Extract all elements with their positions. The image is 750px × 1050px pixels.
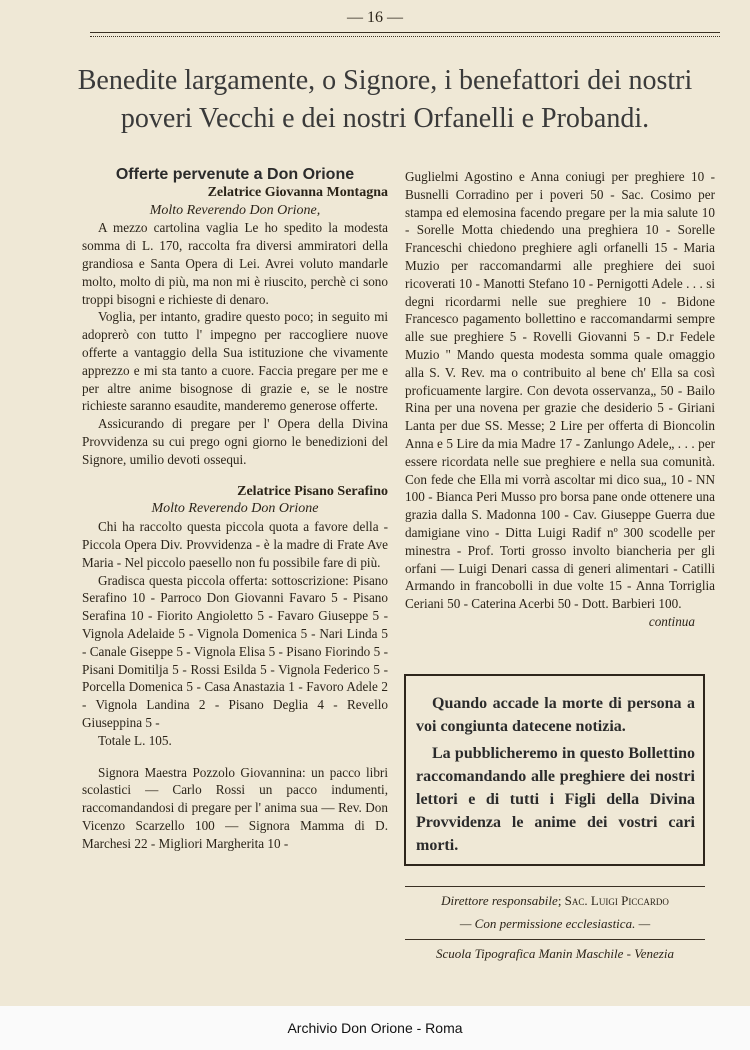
footer-rule-2	[405, 939, 705, 940]
heading-line-1: Benedite largamente, o Signore, i benefattori dei nostri	[77, 65, 693, 96]
letter1-sender: Zelatrice Giovanna Montagna	[207, 184, 388, 200]
section-title: Offerte pervenute a Don Orione	[115, 166, 355, 183]
right-column	[405, 168, 715, 631]
letter2-sender: Zelatrice Pisano Serafino	[237, 483, 388, 499]
letter2-paragraph-2: Gradisca questa piccola offerta: sottoscrizione: Pisano Serafino 10 - Parroco Don Giovanni Favaro 5 - Pisano Serafina 10 - Fiorito Angioletto 5 - Favaro Giuseppe 5 - Vignola Adelaide 5 - Vignola Domenica 5 - Nari Linda 5 - Canale Giseppe 5 - Vignola Elisa 5 - Pisano Fiorindo 5 - Pisani Domitilja 5 - Rossi Esilda 5 - Vignola Federico 5 - Porcella Domenica 5 - Casa Anastazia 1 - Favoro Adele 2 - Vignola Landina 2 - Pisano Deglia 4 - Revello Giuseppina 5 -	[82, 572, 388, 730]
director-label: Direttore responsabile	[441, 893, 558, 908]
left-column	[82, 166, 388, 852]
notice-line-1: Quando accade la morte di persona a voi congiunta datecene notizia.	[416, 695, 695, 735]
page-heading	[40, 62, 730, 138]
notice-line-2: La pubblicheremo in questo Bollettino raccomandando alle preghiere dei nostri lettori e di tutti i Figli della Divina Provvidenza le anime dei vostri cari morti.	[416, 745, 695, 854]
director-line	[405, 893, 705, 909]
letter2-salutation: Molto Reverendo Don Orione	[151, 501, 319, 517]
letter1-paragraph-3: Assicurando di pregare per l' Opera della Divina Provvidenza su cui prego ogni giorno le benedizioni del Signore, umilio devoti ossequi.	[82, 416, 388, 467]
letter2-total: Totale L. 105.	[98, 732, 172, 748]
donations-list-right: Guglielmi Agostino e Anna coniugi per preghiere 10 - Busnelli Corradino per i poveri 50 - Sac. Cosimo per stampa ed elemosina facendo pregare per la mia salute 10 - Sorelle Motta chiedendo una preghiera 10 - Sorelle Franceschi chiedono preghiere agli orfanelli 15 - Maria Muzio per raccomandarmi alle preghiere dei suoi ricoverati 10 - Manotti Stefano 10 - Pernigotti Adele . . . si degni ricordarmi nelle sue preghiere 10 - Bidone Francesco pagamento bollettino e raccomandarmi sempre alle sue preghiere 5 - Rovelli Giovanni 5 - D.r Fedele Muzio " Mando questa modesta somma quale omaggio alla S. V. Rev. ma o contribuito al bene ch' Ella sa così proficuamente largire. Con devota osservanza„ 50 - Bailo Rina per una novena per grazie che desiderio 5 - Giriani Lanta per due SS. Messe; 2 Lire per offerta di Bioncolin Anna e 5 Lire da mia Madre 17 - Zanlungo Adele„ . . . per essere ricordata nelle sue preghiere e nella sua comunità. Con fede che Ella mi vorrà ascoltar mi dico sua„ 10 - NN 100 - Bianca Peri Musso pro borsa pane onde ottenere una grazia dalla S. Madonna 100 - Cav. Giuseppe Guerra due damigiane vino - Ditta Luigi Radif nº 300 scodelle per minestra - Prof. Torti grosso involto biancheria per gli orfani — Luigi Denari cassa di generi alimentari - Catilli Armando in francobolli in due volte 15 - Anna Torriglia Ceriani 50 - Caterina Acerbi 50 - Dott. Barbieri 100.	[405, 169, 715, 612]
letter1-paragraph-2: Voglia, per intanto, gradire questo poco; in seguito mi adoprerò con tutto l' impegno per raccogliere nuove offerte a vantaggio della Sua istituzione che vivamente apprezzo e mi sta tanto a cuore. Faccia pregare per me e per altre anime bisognose di grazie e, se le nostre richieste saranno esaudite, manderemo generose offerte.	[82, 309, 388, 414]
letter1-salutation: Molto Reverendo Don Orione,	[149, 202, 321, 218]
letter2-paragraph-1: Chi ha raccolto questa piccola quota a favore della - Piccola Opera Div. Provvidenza - è la madre di Frate Ave Maria - Nel piccolo paesello non fu possibile fare di più.	[82, 519, 388, 570]
archive-label: Archivio Don Orione - Roma	[287, 1020, 463, 1036]
permission-line: — Con permissione ecclesiastica. —	[459, 916, 651, 931]
continua-label: continua	[648, 613, 695, 629]
director-name: ; Sac. Luigi Piccardo	[557, 893, 669, 908]
page-number: — 16 —	[347, 9, 403, 26]
top-rule-dotted	[90, 36, 720, 37]
death-notice-box	[404, 674, 705, 866]
letter1-paragraph-1: A mezzo cartolina vaglia Le ho spedito la modesta somma di L. 170, raccolta fra diversi ammiratori della grandiosa e Santa Opera di Lei. Avrei voluto mandarle molto, molto di più, ma non mi è riuscito, perchè ci sono troppi bisogni e richieste di denaro.	[82, 220, 388, 307]
printer-line: Scuola Tipografica Manin Maschile - Venezia	[436, 946, 674, 961]
footer-rule	[405, 886, 705, 887]
heading-line-2: poveri Vecchi e dei nostri Orfanelli e Probandi.	[120, 103, 650, 134]
donations-list-left: Signora Maestra Pozzolo Giovannina: un pacco libri scolastici — Carlo Rossi un pacco indumenti, raccomandandosi di pregare per l' anima sua — Rev. Don Vicenzo Scarzello 100 — Signora Mamma di D. Marchesi 22 - Migliori Margherita 10 -	[82, 764, 388, 851]
top-rule	[90, 32, 720, 33]
